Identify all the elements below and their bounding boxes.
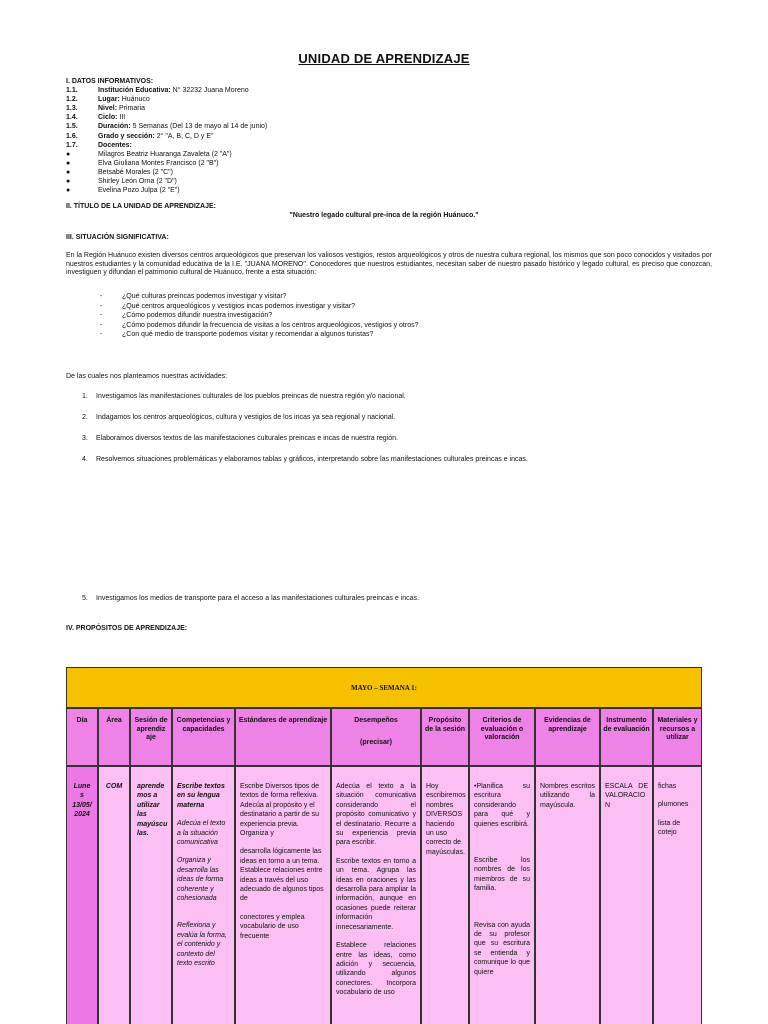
cell-text: Lune s 13/05/ 2024 [72, 783, 92, 819]
competencia-main: Escribe textos en su lengua materna [177, 783, 225, 809]
desempeno-text: Escribe textos en torno a un tema. Agrupa las ideas en oraciones y las desarrolla para ampliar la información, aunque en ocasiones puede reiterar información innecesariamente. [336, 857, 416, 931]
docente-name: Evelina Pozo Julpa (2 "E") [98, 187, 180, 195]
section-heading: III. SITUACIÓN SIGNIFICATIVA: [66, 234, 169, 241]
cell-text: Hoy escribiremos nombres DIVERSOS haciendo un uso correcto de mayúsculas. [426, 783, 466, 856]
info-value: Huánuco [119, 96, 150, 104]
info-value: III [117, 114, 126, 122]
table-header-cell [235, 708, 331, 766]
desempeno-text: Establece relaciones entre las ideas, como adición y secuencia, utilizando algunos conectores. Incorpora vocabulario de uso [336, 942, 416, 997]
cell-text [336, 782, 416, 998]
table-header-cell [535, 708, 600, 766]
table-cell-sesion [130, 766, 172, 1024]
table-header-cell [653, 708, 702, 766]
info-value: Primaria [117, 105, 146, 113]
info-label: Grado y sección: [98, 132, 155, 140]
criterio-text: Escribe los nombres de los miembros de su familia. [474, 857, 530, 893]
activity-text: Resolvemos situaciones problemáticas y elaboramos tablas y gráficos, interpretando sobre las manifestaciones culturales preincas e incas. [96, 456, 528, 463]
desempeno-text: Adecúa el texto a la situación comunicativa considerando el propósito comunicativo y el destinatario. Recurre a su experiencia previa para escribir. [336, 783, 416, 847]
capacidad-item: Reflexiona y evalúa la forma, el contenido y contexto del texto escrito [177, 922, 227, 968]
table-cell-proposito [421, 766, 469, 1024]
question-item [100, 331, 660, 341]
info-row [66, 87, 716, 96]
info-label: Docentes: [98, 141, 132, 149]
activity-num: 2. [82, 414, 88, 421]
table-header-cell [98, 708, 130, 766]
table-cell-estandares [235, 766, 331, 1024]
bullet-icon: ● [66, 178, 71, 186]
docente-name: Elva Giuliana Montes Francisco (2 "B") [98, 159, 219, 167]
question-text: ¿Qué centros arqueológicos y vestigios incas podemos investigar y visitar? [122, 302, 356, 310]
cell-text [177, 782, 230, 969]
estandar-text: desarrolla lógicamente las ideas en torno a un tema. Establece relaciones entre ideas a través del uso adecuado de algunos tipos de [240, 848, 324, 903]
activity-num: 5. [82, 595, 88, 602]
info-value: N° 32232 Juana Moreno [170, 87, 249, 95]
question-item [100, 322, 660, 332]
table-cell-criterios [469, 766, 535, 1024]
activity-num: 1. [82, 393, 88, 400]
bullet-icon: ● [66, 168, 71, 176]
activity-num: 4. [82, 456, 88, 463]
capacidad-item: Organiza y desarrolla las ideas de forma coherente y cohesionada [177, 857, 224, 903]
info-label: Nivel: [98, 105, 118, 113]
material-item: fichas [658, 783, 677, 790]
table-cell-area [98, 766, 130, 1024]
datos-informativos [66, 78, 716, 196]
bullet-icon: ● [66, 187, 71, 195]
bullet-icon: ● [66, 150, 71, 158]
docente-name: Betsabé Morales (2 "C") [98, 168, 173, 176]
table-header-cell [421, 708, 469, 766]
activity-text: Indagamos los centros arqueológicos, cultura y vestigios de los incas ya sea regional y nacional. [96, 414, 396, 421]
header-text: Evidencias de aprendizaje [544, 717, 591, 733]
bullet-icon: ● [66, 159, 71, 167]
cell-text [474, 782, 530, 977]
question-item [100, 303, 660, 313]
question-text: ¿Cómo podemos difundir la frecuencia de visitas a los centros arqueológicos, vestigios y otros? [122, 321, 419, 329]
cell-text: ESCALA DE VALORACIO N [605, 783, 648, 809]
info-label: Institución Educativa: [98, 87, 171, 95]
bullet-mark: - [100, 293, 103, 300]
header-text: Criterios de evaluación o valoración [480, 717, 524, 741]
table-cell-desempenos [331, 766, 421, 1024]
info-num: 1.7. [66, 141, 78, 149]
info-value: 5 Semanas (Del 13 de mayo al 14 de junio) [130, 123, 268, 131]
info-row [66, 123, 716, 132]
section-heading: IV. PROPÓSITOS DE APRENDIZAJE: [66, 625, 188, 632]
header-text: Día [76, 717, 88, 724]
cell-text [240, 782, 326, 941]
bullet-mark: - [100, 302, 103, 310]
activity-text: Elaboramos diversos textos de las manifestaciones culturales preincas e incas de nuestra región. [96, 435, 398, 442]
header-text: Materiales y recursos a utilizar [657, 717, 698, 741]
question-text: ¿Qué culturas preincas podemos investigar y visitar? [122, 293, 287, 300]
activity-text: Investigamos las manifestaciones culturales de los pueblos preincas de nuestra región y/o nacional. [96, 393, 406, 400]
question-item [100, 293, 660, 303]
info-label: Lugar: [98, 96, 120, 104]
docente-item [66, 187, 716, 196]
header-text: Competencias y capacidades [176, 717, 231, 733]
bullet-mark: - [100, 312, 103, 319]
info-row [66, 114, 716, 123]
docente-item [66, 178, 716, 187]
info-label: Duración: [98, 123, 131, 131]
docente-name: Milagros Beatriz Huaranga Zavaleta (2 "A") [98, 150, 232, 158]
info-value: 2° "A, B, C, D y E" [154, 132, 214, 140]
section-heading: II. TÍTULO DE LA UNIDAD DE APRENDIZAJE: [66, 203, 216, 210]
cell-text: aprende mos a utilizar las mayúscu las. [137, 783, 168, 838]
table-header-cell [600, 708, 653, 766]
docente-item [66, 151, 716, 160]
page-title: UNIDAD DE APRENDIZAJE [298, 51, 470, 66]
activity-text: Investigamos los medios de transporte para el acceso a las manifestaciones culturales preincas e incas. [96, 595, 419, 602]
header-text: Instrumento de evaluación [603, 717, 650, 733]
question-text: ¿Cómo podemos difundir nuestra investigación? [122, 312, 273, 319]
material-item: lista de cotejo [658, 819, 681, 837]
info-row [66, 105, 716, 114]
criterio-text: •Planifica su escritura considerando para qué y quienes escribirá. [474, 783, 530, 828]
situation-paragraph: En la Región Huánuco existen diversos centros arqueológicos que preservan los valiosos vestigios, restos arqueológicos y otros de nuestra cultura regional, los mismos que son poco conocidos y visitados por nuestros estudiantes y la comunidad educativa de la I.E. "JUANA MORENO". Conocedores que nuestros estudiantes, necesitan saber de nuestro pasado histórico y legado cultural, es preciso que conozcan, investiguen y difundan el patrimonio cultural de Huánuco, frente a esta situación: [66, 252, 712, 277]
cell-text [658, 782, 697, 838]
bullet-mark: - [100, 321, 103, 329]
planning-table [66, 667, 702, 1024]
estandar-text: Escribe Diversos tipos de textos de forma reflexiva. Adecúa al propósito y el destinatario a partir de su experiencia previa. Organiza y [240, 783, 319, 838]
question-item [100, 312, 660, 322]
info-num: 1.3. [66, 105, 78, 113]
info-row [66, 96, 716, 105]
docente-item [66, 160, 716, 169]
table-header-cell [130, 708, 172, 766]
info-num: 1.6. [66, 132, 78, 140]
info-row [66, 142, 716, 151]
material-item: plumones [658, 801, 689, 809]
info-row [66, 133, 716, 142]
table-cell-evidencias [535, 766, 600, 1024]
table-header-cell [469, 708, 535, 766]
table-week-band: MAYO – SEMANA 1: [66, 667, 702, 708]
table-cell-dia [66, 766, 98, 1024]
header-text: Área [106, 717, 122, 724]
docente-name: Shirley León Orna (2 "D") [98, 178, 177, 186]
cell-text: Nombres escritos utilizando la mayúscula. [540, 783, 595, 809]
info-num: 1.5. [66, 123, 78, 131]
header-text [334, 717, 418, 747]
info-num: 1.2. [66, 96, 78, 104]
info-label: Ciclo: [98, 114, 118, 122]
question-list [100, 293, 660, 341]
table-header-cell [66, 708, 98, 766]
info-num: 1.4. [66, 114, 78, 122]
header-note: (precisar) [360, 738, 392, 746]
section-heading: I. DATOS INFORMATIVOS: [66, 78, 154, 85]
info-num: 1.1. [66, 87, 78, 95]
criterio-text: Revisa con ayuda de su profesor que su escritura se entienda y comunique lo que quiere [474, 921, 530, 976]
header-text: Propósito de la sesión [424, 717, 466, 733]
activities-intro: De las cuales nos planteamos nuestras actividades: [66, 373, 228, 380]
estandar-text: conectores y emplea vocabulario de uso frecuente [240, 913, 305, 940]
header-text: Estándares de aprendizaje [238, 717, 328, 724]
docente-item [66, 169, 716, 178]
question-text: ¿Con qué medio de transporte podemos visitar y recomendar a algunos turistas? [122, 331, 374, 338]
header-desempenos: Desempeños [354, 717, 398, 724]
table-header-cell [172, 708, 235, 766]
header-text: Sesión de aprendiz aje [134, 717, 168, 741]
table-cell-competencias [172, 766, 235, 1024]
cell-text: COM [105, 783, 123, 790]
capacidad-item: Adecúa el texto a la situación comunicativa [177, 820, 226, 847]
table-cell-materiales [653, 766, 702, 1024]
table-header-cell [331, 708, 421, 766]
table-cell-instrumento [600, 766, 653, 1024]
unit-title: "Nuestro legado cultural pre-inca de la región Huánuco." [289, 212, 479, 219]
bullet-mark: - [100, 331, 103, 338]
activity-num: 3. [82, 435, 88, 442]
